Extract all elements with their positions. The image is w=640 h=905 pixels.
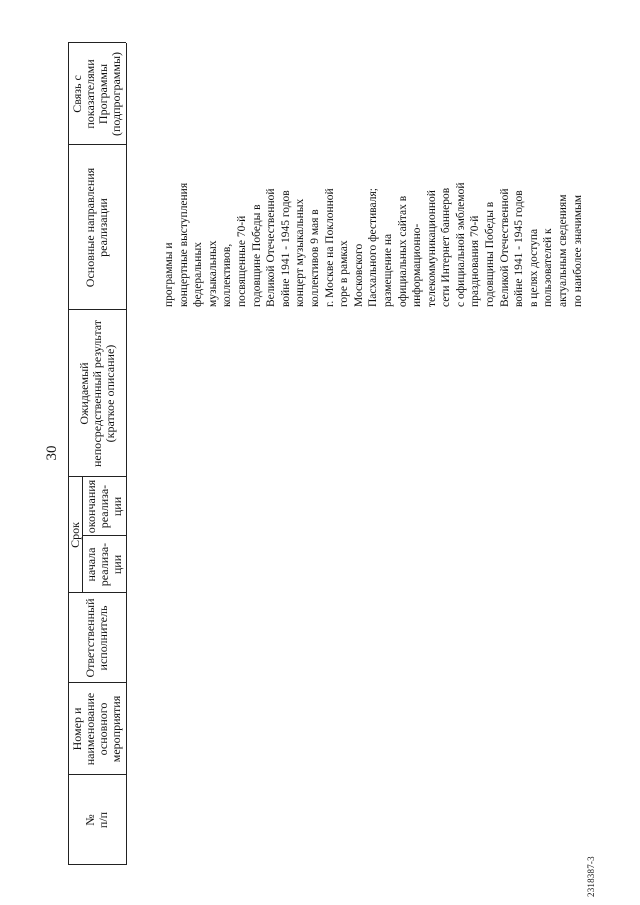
text-line: в целях доступа: [527, 228, 540, 307]
text-line: телекоммуникационной: [425, 190, 438, 307]
text-line: концертные выступления: [177, 182, 190, 307]
directions-text: [162, 137, 585, 307]
text-line: Великой Отечественной: [265, 188, 278, 307]
page-number: 30: [44, 445, 60, 461]
text-line: коллективов 9 мая в: [308, 209, 321, 307]
header-executor: Ответственный исполнитель: [83, 598, 110, 678]
text-line: войне 1941 - 1945 годов: [279, 190, 292, 307]
text-line: размещение на: [381, 233, 394, 307]
text-line: музыкальных: [206, 240, 219, 307]
header-measure: Номер и наименование основного мероприятия: [70, 692, 123, 766]
text-line: федеральных: [192, 242, 205, 307]
text-line: по наиболее значимым: [571, 194, 584, 307]
header-srok-end: окончания реализа- ции: [83, 479, 124, 534]
text-line: концерт музыкальных: [294, 198, 307, 307]
text-line: г. Москве на Поклонной: [323, 188, 336, 307]
header-num: № п/п: [83, 811, 110, 829]
text-line: пользователей к: [542, 228, 555, 307]
header-directions: Основные направления реализации: [83, 167, 110, 288]
text-line: годовщине Победы в: [250, 204, 263, 307]
text-line: с официальной эмблемой: [454, 182, 467, 307]
text-line: сети Интернет баннеров: [440, 187, 453, 307]
text-line: Великой Отечественной: [498, 188, 511, 307]
header-expected-result: Ожидаемый непосредственный результат (краткое описание): [76, 320, 117, 467]
text-line: Пасхального фестиваля;: [367, 188, 380, 307]
text-line: коллективов,: [221, 243, 234, 307]
header-srok: Срок: [67, 522, 82, 548]
text-line: актуальным сведениям: [557, 194, 570, 307]
header-indicators-link: Связь с показателями Программы (подпрограммы): [70, 51, 123, 137]
header-srok-start: начала реализа- ции: [83, 542, 124, 587]
text-line: программы и: [163, 242, 175, 307]
text-line: годовщины Победы в: [484, 201, 497, 307]
header-bottom-border: [126, 43, 127, 865]
text-line: посвященные 70-й: [235, 215, 248, 307]
text-line: официальных сайтах в: [396, 195, 409, 307]
text-line: информационно-: [411, 223, 424, 307]
text-line: войне 1941 - 1945 годов: [513, 190, 526, 307]
document-code: 2318387-3: [586, 856, 596, 897]
text-line: празднования 70-й: [469, 215, 482, 307]
text-line: горе в рамках: [338, 240, 351, 307]
text-line: Московского: [352, 243, 365, 307]
